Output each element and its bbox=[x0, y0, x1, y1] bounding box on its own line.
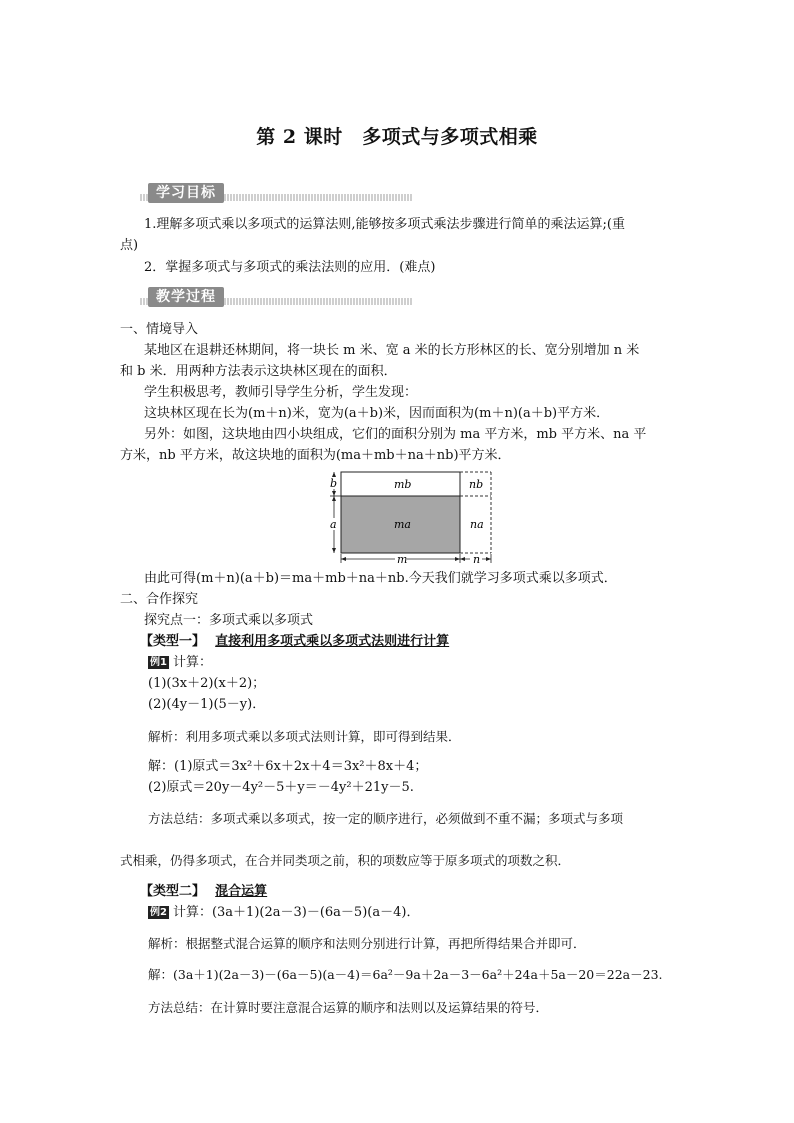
label-mb: mb bbox=[394, 478, 412, 491]
explore-heading: 二、合作探究 bbox=[120, 592, 199, 607]
example2-solution: 解：(3a＋1)(2a－3)－(6a－5)(a－4)＝6a²－9a＋2a－3－6a²＋24a＋5a－20＝22a－23. bbox=[148, 967, 663, 982]
dim-arrow bbox=[332, 496, 336, 501]
example2-prompt: 计算：(3a＋1)(2a－3)－(6a－5)(a－4)． bbox=[172, 905, 420, 920]
intro-paragraph-1-line2: 和 b 米．用两种方法表示这块林区现在的面积． bbox=[120, 364, 397, 379]
label-a: a bbox=[330, 518, 337, 531]
example2-line bbox=[148, 902, 708, 923]
goal-item-2: 2．掌握多项式与多项式的乘法法则的应用．(难点) bbox=[144, 260, 436, 275]
goal-item-1-line2: 点) bbox=[120, 238, 139, 253]
example1-summary-line2: 式相乘，仍得多项式，在合并同类项之前，积的项数应等于原多项式的项数之积． bbox=[120, 853, 571, 868]
banner-label: 学习目标 bbox=[148, 183, 224, 203]
example2-summary: 方法总结：在计算时要注意混合运算的顺序和法则以及运算结果的符号． bbox=[148, 1000, 549, 1015]
label-n: n bbox=[473, 553, 481, 566]
example1-analysis: 解析：利用多项式乘以多项式法则计算，即可得到结果． bbox=[148, 729, 461, 744]
conclusion: 由此可得(m＋n)(a＋b)＝ma＋mb＋na＋nb.今天我们就学习多项式乘以多项式． bbox=[144, 571, 617, 586]
label-b: b bbox=[330, 477, 338, 490]
dim-arrow bbox=[332, 548, 336, 553]
intro-paragraph-4-line1: 另外：如图，这块地由四小块组成，它们的面积分别为 ma 平方米，mb 平方米、na 平 bbox=[144, 427, 647, 442]
example1-solution1: 解：(1)原式＝3x²＋6x＋2x＋4＝3x²＋8x＋4； bbox=[148, 759, 428, 774]
explore-point: 探究点一：多项式乘以多项式 bbox=[144, 613, 314, 628]
example1-question1: (1)(3x＋2)(x＋2)； bbox=[148, 676, 266, 691]
example1-solution2: (2)原式＝20y－4y²－5＋y＝－4y²＋21y－5. bbox=[148, 780, 414, 795]
page-title: 第 2 课时 多项式与多项式相乘 bbox=[256, 126, 538, 148]
type2-line bbox=[140, 881, 700, 902]
dim-arrow bbox=[460, 557, 465, 561]
example1-summary-line1: 方法总结：多项式乘以多项式，按一定的顺序进行，必须做到不重不漏；多项式与多项 bbox=[148, 811, 624, 826]
dim-arrow bbox=[455, 557, 460, 561]
label-m: m bbox=[397, 553, 408, 566]
dim-arrow bbox=[332, 491, 336, 496]
section-banner-goals bbox=[140, 183, 420, 205]
dim-arrow bbox=[341, 557, 346, 561]
example2-badge: 例2 bbox=[150, 907, 167, 918]
intro-paragraph-1-line1: 某地区在退耕还林期间，将一块长 m 米、宽 a 米的长方形林区的长、宽分别增加 n 米 bbox=[144, 343, 640, 358]
intro-paragraph-4-line2: 方米，nb 平方米，故这块地的面积为(ma＋mb＋na＋nb)平方米． bbox=[120, 448, 511, 463]
example1-question2: (2)(4y－1)(5－y)． bbox=[148, 697, 266, 712]
area-figure bbox=[322, 470, 498, 566]
intro-paragraph-3: 这块林区现在长为(m＋n)米，宽为(a＋b)米，因而面积为(m＋n)(a＋b)平方米． bbox=[144, 406, 610, 421]
example2-analysis: 解析：根据整式混合运算的顺序和法则分别进行计算，再把所得结果合并即可． bbox=[148, 936, 586, 951]
goal-item-1-line1: 1.理解多项式乘以多项式的运算法则,能够按多项式乘法步骤进行简单的乘法运算;(重 bbox=[144, 217, 625, 232]
banner-label: 教学过程 bbox=[148, 287, 224, 307]
example1-prompt: 计算： bbox=[172, 655, 212, 670]
section-banner-process bbox=[140, 287, 420, 309]
label-nb: nb bbox=[469, 478, 484, 491]
type1-line bbox=[140, 631, 700, 652]
example1-badge: 例1 bbox=[150, 657, 167, 668]
intro-paragraph-2: 学生积极思考，教师引导学生分析，学生发现： bbox=[144, 385, 418, 400]
type2-title: 混合运算 bbox=[215, 884, 268, 899]
type2-label: 【类型二】 bbox=[140, 884, 206, 899]
type1-label: 【类型一】 bbox=[140, 634, 206, 649]
label-na: na bbox=[470, 518, 484, 531]
type1-title: 直接利用多项式乘以多项式法则进行计算 bbox=[215, 634, 450, 649]
label-ma: ma bbox=[394, 518, 411, 531]
example1-line bbox=[148, 652, 708, 673]
intro-heading: 一、情境导入 bbox=[120, 322, 199, 337]
dim-arrow bbox=[486, 557, 491, 561]
